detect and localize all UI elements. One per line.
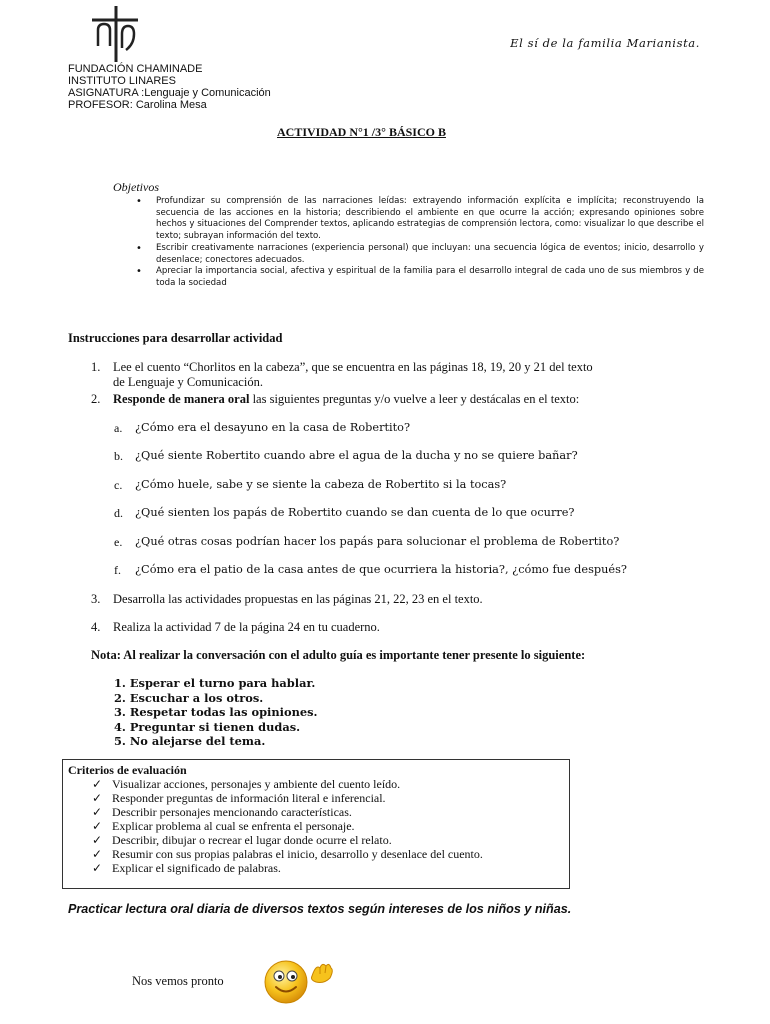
school-line: ASIGNATURA :Lenguaje y Comunicación [68,87,271,99]
closing-text: Nos vemos pronto [132,974,224,988]
question-letter: e. [114,535,123,549]
waving-smiley-icon [262,958,336,1004]
step-text: Desarrolla las actividades propuestas en las páginas 21, 22, 23 en el texto. [113,592,483,606]
step-text: Realiza la actividad 7 de la página 24 en tu cuaderno. [113,620,380,634]
criteria-text: Resumir con sus propias palabras el inicio, desarrollo y desenlace del cuento. [112,847,483,861]
objectives-heading: Objetivos [113,180,159,194]
step-number: 3. [91,592,101,606]
rule-item: 1. Esperar el turno para hablar. [114,676,316,690]
step-text: las siguientes preguntas y/o vuelve a leer y destácalas en el texto: [249,392,580,406]
objective-item: • Profundizar su comprensión de las narraciones leídas: extrayendo información explícita e implícita; reconstruyendo la secuencia de las acciones en la historia; describiendo el ambiente en que ocurre la acción; expresando opiniones sobre hechos y situaciones del Comprender textos, aplicando estrategias de comprensión lectora, como: visualizar lo que describe el texto; subrayan información del texto. [136,196,704,243]
page-title: ACTIVIDAD N°1 /3° BÁSICO B [277,125,446,139]
question-item [114,449,578,463]
question-text: ¿Qué otras cosas podrían hacer los papás para solucionar el problema de Robertito? [135,535,620,548]
question-item [114,535,620,549]
cross-ma-logo-icon [88,6,140,62]
checkmark-icon: ✓ [92,847,103,861]
criteria-item [68,819,569,833]
evaluation-criteria-box [62,759,570,889]
checkmark-icon: ✓ [92,777,103,791]
instruction-step-3 [91,592,483,607]
school-line: INSTITUTO LINARES [68,75,176,87]
checkmark-icon: ✓ [92,819,103,833]
criteria-text: Explicar problema al cual se enfrenta el personaje. [112,819,355,833]
criteria-text: Describir personajes mencionando características. [112,805,352,819]
criteria-text: Visualizar acciones, personajes y ambiente del cuento leído. [112,777,401,791]
objective-item: • Apreciar la importancia social, afectiva y espiritual de la familia para el desarrollo integral de cada uno de sus miembros y de toda la sociedad [136,266,704,289]
question-letter: a. [114,421,123,435]
instruction-step-4 [91,620,380,635]
question-letter: d. [114,506,123,520]
rule-item: 3. Respetar todas las opiniones. [114,705,318,720]
question-item [114,478,507,492]
school-line: FUNDACIÓN CHAMINADE [68,63,203,75]
question-text: ¿Qué sienten los papás de Robertito cuando se dan cuenta de lo que ocurre? [135,506,575,519]
school-line: PROFESOR: Carolina Mesa [68,99,207,111]
question-text: ¿Qué siente Robertito cuando abre el agua de la ducha y no se quiere bañar? [135,449,578,462]
objective-item: • Escribir creativamente narraciones (experiencia personal) que incluyan: una secuencia lógica de eventos; inicio, desarrollo y desenlace; conectores adecuados. [136,243,704,266]
step-number: 4. [91,620,101,634]
criteria-list [68,777,569,875]
school-info [68,63,271,111]
question-text: ¿Cómo era el patio de la casa antes de que ocurriera la historia?, ¿cómo fue después? [135,563,627,576]
question-text: ¿Cómo era el desayuno en la casa de Robertito? [135,421,411,434]
objectives-list [136,196,704,290]
checkmark-icon: ✓ [92,791,103,805]
question-letter: b. [114,449,123,463]
criteria-item [68,847,569,861]
question-item [114,421,411,435]
checkmark-icon: ✓ [92,861,103,875]
step-text: Lee el cuento “Chorlitos en la cabeza”, que se encuentra en las páginas 18, 19, 20 y 21 del texto [113,360,593,374]
rule-item: 2. Escuchar a los otros. [114,690,264,705]
criteria-item [68,791,569,805]
practice-reminder: Practicar lectura oral diaria de diversos textos según intereses de los niños y niñas. [68,902,572,916]
instructions-heading: Instrucciones para desarrollar actividad [68,331,283,345]
instruction-step-1 [91,360,593,390]
criteria-item [68,833,569,847]
rule-item: 5. No alejarse del tema. [114,734,266,749]
question-item [114,563,627,577]
step-number: 2. [91,392,101,406]
question-item [114,506,575,520]
instruction-step-2 [91,392,580,407]
conversation-rules [114,676,317,749]
header-motto: El sí de la familia Marianista. [510,36,700,50]
checkmark-icon: ✓ [92,805,103,819]
criteria-text: Describir, dibujar o recrear el lugar donde ocurre el relato. [112,833,392,847]
criteria-text: Explicar el significado de palabras. [112,861,281,875]
criteria-item [68,777,569,791]
question-letter: c. [114,478,123,492]
question-letter: f. [114,563,121,577]
rule-item: 4. Preguntar si tienen dudas. [114,719,301,734]
question-text: ¿Cómo huele, sabe y se siente la cabeza de Robertito si la tocas? [135,478,507,491]
note-text: Nota: Al realizar la conversación con el adulto guía es importante tener presente lo siguiente: [91,648,586,662]
criteria-item [68,861,569,875]
criteria-text: Responder preguntas de información literal e inferencial. [112,791,386,805]
criteria-item [68,805,569,819]
step-text: de Lenguaje y Comunicación. [113,375,263,389]
criteria-heading: Criterios de evaluación [68,763,187,777]
step-number: 1. [91,360,101,374]
checkmark-icon: ✓ [92,833,103,847]
step-bold-text: Responde de manera oral [113,392,250,406]
